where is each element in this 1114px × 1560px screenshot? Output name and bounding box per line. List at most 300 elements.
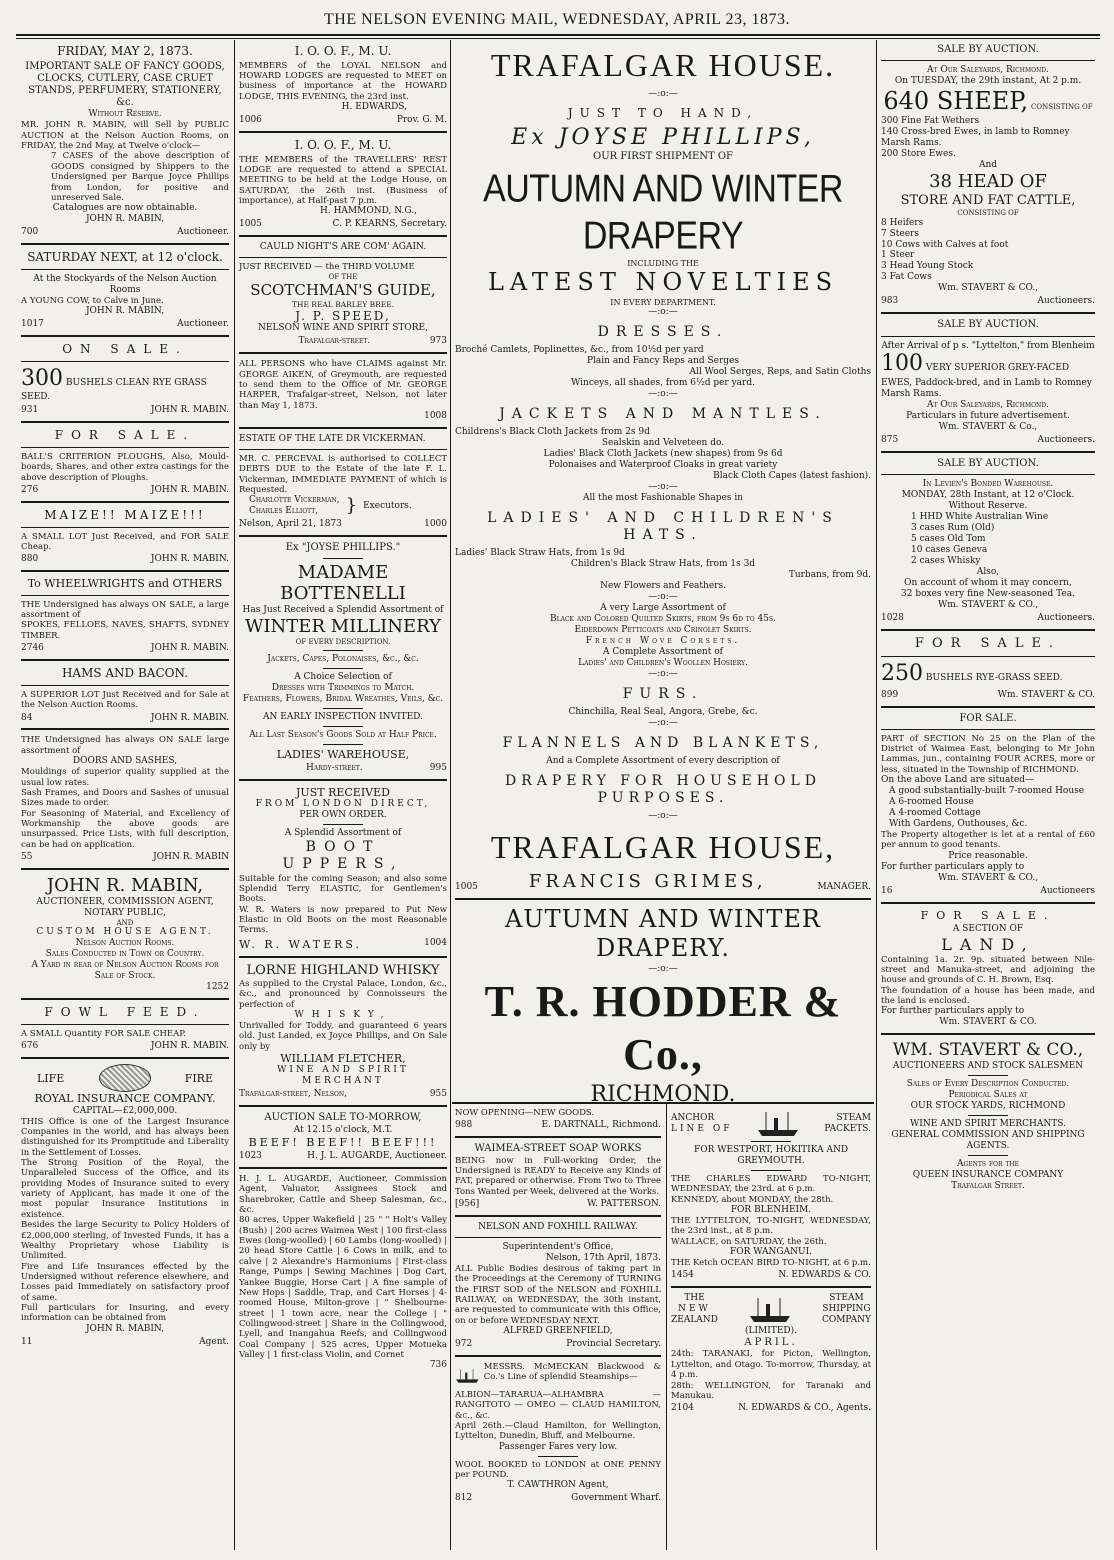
ad-item: With Gardens, Outhouses, &c.	[889, 819, 1028, 830]
ad-body: Containing 1a. 2r. 9p. situated between Nile-street and Manuka-street, and adjoining the house and grounds of C. H. Brown, Esq.	[881, 954, 1095, 986]
divider: —:o:—	[648, 717, 678, 728]
ad-item: A 6-roomed House	[889, 797, 974, 808]
ad-sub: At the Stockyards of the Nelson Auction Rooms	[33, 273, 217, 295]
ad-title: SALE BY AUCTION.	[937, 319, 1039, 331]
ad-signature: Wm. STAVERT & Co.,	[938, 422, 1038, 433]
column-2: I. O. O. F., M. U. MEMBERS of the LOYAL NELSON and HOWARD LODGES are requested to MEET on business of importance at the HOWARD LODGE, THIS EVENING, the 23rd inst. H. EDWARDS, 1006 Prov. G. M. I. O. O. F., M. U. THE MEMBERS of the TRAVELLERS' REST LODGE are requested to attend a SPECIAL MEETING to be held at the Lodge House, on SATURDAY, the 26th inst. (Business of importance), at Half-past 7 p.m. H. HAMMOND, N.G., 1005 C. P. KEARNS, Secretary. CAULD NIGHT'S ARE COM' AGAIN. JUST RECEIVED — the THIRD VOLUME OF THE SCOTCHMAN'S GUIDE, THE REAL BARLEY BREE. J. P. SPEED, NELSON WINE AND SPIRIT STORE, Trafalgar-street. 973 ALL PERSONS who have CLAIMS against Mr. GEORGE AIKEN, of Greymouth, are requested to send them to the Office of Mr. GEORGE HARPER, Trafalgar-street, Nelson, not later than May 1, 1873. 1008 ESTATE OF THE LATE DR VICKERMAN. MR. C. PERCEVAL is authorised to COLLECT DEBTS DUE to the Estate of the late F. L. Vickerman, IMMEDIATE PAYMENT of which is Requested. Charlotte Vickerman, Charles Elliott, } Executors. Nelson, April 21, 1873 1000 Ex "JOYSE PHILLIPS." MADAME BOTTENELLI Has Just Received a Splendid Assortment of WINTER MILLINERY OF EVERY DESCRIPTION. Jackets, Capes, Polonaises, &c., &c. A Choice Selection of Dresses with Trimmings to Match. Feathers, Flowers, Bridal Wreathes, Veils, &c. AN EARLY INSPECTION INVITED. All Last Season's Goods Sold at Half Price. LADIES' WAREHOUSE, Hardy-street. 995 JUST RECEIVED FROM LONDON DIRECT, PER OWN ORDER. A Splendid Assortment of BOOT UPPERS, Suitable for the coming Season; and also some Splendid Terry ELASTIC, for Gentlemen's Boots. W. R. Waters is now prepared to Put New Elastic in Old Boots on the most Reasonable Terms. W. R. WATERS. 1004 LORNE HIGHLAND WHISKY As supplied to the Crystal Palace, London, &c., &c., and pronounced by Connoisseurs the perfection of WHISKY, Unrivalled for Toddy, and guaranteed 6 years old. Just Landed, ex Joyce Phillips, and On Sale only by WILLIAM FLETCHER, WINE AND SPIRIT MERCHANT Trafalgar-street, Nelson, 955 AUCTION SALE TO-MORROW, At 12.15 o'clock, M.T. BEEF! BEEF!! BEEF!!! 1023 H. J. L. AUGARDE, Auctioneer. H. J. L. AUGARDE, Auctioneer, Commission Agent, Valuator, Assignees Stock and Sharebroker, Cattle and Sheep Salesman, &c., &c. 80 acres, Upper Wakefield | 25 " " Holt's Valley (Bush) | 200 acres Waimea West | 100 first-class Ewes (long-woolled) | 60 Lambs (long-woolled) | 20 head Store Cattle | 6 Cows in milk, and to calve | 2 Alexandre's Harmoniums | First-class Range, Pumps | Sewing Machines | Dog Cart, Yankee Buggie, Horse Cart | A fine sample of New Hops | Saddle, Trap, and Cart Horses | 4-roomed House, Milton-grove | " Shelbourne-street | 1 town acre, near the College | " Collingwood-street | Share in the Collingwood, Lyell, and Inangahua Reefs, and Collingwood Coal Company | 525 acres, Upper Motueka Valley | 1 first-class Violin, and Cornet 736	[239, 44, 447, 1371]
ad-number: 11	[21, 1336, 33, 1347]
ad-line: Jackets, Capes, Polonaises, &c., &c.	[267, 653, 419, 664]
ad-line: Polonaises and Waterproof Cloaks in great variety	[548, 460, 778, 471]
ad-body: WALLACE, on SATURDAY, the 26th.	[671, 1236, 827, 1247]
ad-signature: W. PATTERSON.	[587, 1198, 661, 1209]
ad-body: As supplied to the Crystal Palace, London, &c., &c., and pronounced by Connoisseurs the perfection of	[239, 978, 447, 1010]
ad-number: 972	[455, 1338, 473, 1349]
ad-number: 875	[881, 435, 899, 446]
ad-signature: JOHN R. MABIN,	[85, 306, 165, 317]
ad-line: All Wool Serges, Reps, and Satin Cloths	[689, 367, 871, 378]
ad-title: IMPORTANT SALE OF FANCY GOODS, CLOCKS, CUTLERY, CASE CRUET STANDS, PERFUMERY, STATIONERY, &c.	[25, 60, 225, 109]
ad-number: 16	[881, 885, 893, 896]
ad-number: [956]	[455, 1198, 480, 1209]
ad-number: 736	[429, 1360, 447, 1371]
ad-title: FOWL FEED.	[44, 1005, 206, 1020]
ad-number: 899	[881, 689, 899, 700]
ad-body: A SUPERIOR LOT Just Received and for Sale at the Nelson Auction Rooms.	[21, 689, 229, 711]
ad-number: 1004	[424, 937, 447, 948]
ad-line: At Our Saleyards, Richmond.	[927, 400, 1049, 411]
ad-body: THE MEMBERS of the TRAVELLERS' REST LODGE are requested to attend a SPECIAL MEETING to be held at the Lodge House, on SATURDAY, the 26th inst. (Business of importance), at Half-past 7 p.m.	[239, 154, 447, 207]
ad-line: A Choice Selection of	[294, 671, 392, 682]
ad-role: Prov. G. M.	[396, 115, 447, 126]
ad-role: Auctioneers.	[1037, 435, 1095, 446]
ad-line: On account of whom it may concern,	[904, 578, 1072, 589]
ad-signature: Wm. STAVERT & CO.	[997, 689, 1095, 700]
masthead: THE NELSON EVENING MAIL, WEDNESDAY, APRIL 23, 1873.	[324, 11, 790, 28]
divider: —:o:—	[648, 482, 678, 493]
ad-body: Fire and Life Insurances effected by the Undersigned without reference elsewhere, and Losses paid Immediately on satisfactory proof of same.	[21, 1261, 229, 1303]
ad-title: T. R. HODDER & Co.,	[484, 976, 842, 1080]
ad-body: Mouldings of superior quality supplied at the usual low rates.	[21, 767, 229, 788]
ad-number: 1008	[424, 411, 447, 422]
ad-body: The Strong Position of the Royal, the Unparalleled Success of the Office, and its providing Modes of Insurance suited to every variety of Applicant, has made it one of the most popular Insurance Institutions in existence.	[21, 1158, 229, 1220]
ad-line: A Complete Assortment of	[603, 646, 723, 657]
ad-line: OUR FIRST SHIPMENT OF	[593, 151, 733, 163]
ad-body: ALBION—TARARUA—ALHAMBRA — RANGITOTO — OMEO — CLAUD HAMILTON, &c., &c.	[455, 1389, 661, 1421]
ad-line: Sales Conducted in Town or Country.	[45, 949, 205, 960]
ad-line: WINE AND SPIRIT MERCHANT	[277, 1065, 409, 1087]
ad-signature: E. DARTNALL, Richmond.	[541, 1120, 661, 1131]
divider: —:o:—	[648, 668, 678, 679]
ad-signature: W. R. WATERS.	[239, 937, 363, 951]
ad-line: A Yard in rear of Nelson Auction Rooms for Sale of Stock.	[31, 960, 219, 982]
ad-sub: DOORS AND SASHES,	[72, 756, 178, 767]
ad-line: WINE AND SPIRIT MERCHANTS.	[910, 1118, 1066, 1129]
ad-item: 10 Cows with Calves at foot	[881, 239, 1009, 250]
ad-line: At 12.15 o'clock, M.T.	[293, 1124, 393, 1135]
ad-line: Feathers, Flowers, Bridal Wreathes, Veils, &c.	[242, 693, 444, 704]
ad-item: 3 cases Rum (Old)	[911, 523, 995, 534]
ad-title: JOHN R. MABIN,	[46, 875, 204, 897]
ad-body: WOOL BOOKED to LONDON at ONE PENNY per POUND.	[455, 1459, 661, 1481]
ad-signature: Wm. STAVERT & CO.,	[937, 283, 1039, 294]
ad-line: Chinchilla, Real Seal, Angora, Grebe, &c.	[568, 706, 758, 717]
ad-title: I. O. O. F., M. U.	[294, 44, 392, 58]
column-3	[452, 40, 874, 1102]
ad-number: 84	[21, 712, 33, 723]
ad-body: MR. JOHN R. MABIN, will Sell by PUBLIC AUCTION at the Nelson Auction Rooms, on FRIDAY, the 2nd May, at Twelve o'clock—	[21, 120, 229, 152]
ad-body: A SMALL LOT Just Received, and FOR SALE Cheap.	[21, 531, 229, 553]
ad-title: LATEST NOVELTIES	[487, 268, 839, 297]
ad-role: Auctioneers.	[1037, 612, 1095, 623]
ad-body: SPOKES, FELLOES, NAVES, SHAFTS, SYDNEY TIMBER.	[21, 620, 229, 641]
ad-line: THE REAL BARLEY BREE.	[291, 299, 395, 309]
ad-number: 2104	[671, 1403, 694, 1414]
ad-label: ZEALAND	[671, 1315, 718, 1326]
ad-body: THIS Office is one of the Largest Insurance Companies in the world, and has always been distinguished for its Promptitude and Liberality in the Settlement of Losses.	[21, 1116, 229, 1158]
ad-number: 880	[21, 554, 39, 565]
ad-item: 10 cases Geneva	[911, 545, 988, 556]
ad-title: FOR SALE.	[959, 712, 1017, 724]
ad-line: Ladies' Black Straw Hats, from 1s 9d	[455, 548, 625, 559]
steamship-icon	[748, 1296, 792, 1324]
ad-body: THE Undersigned has always ON SALE, a large assortment of	[21, 599, 229, 621]
ad-line: Turbans, from 9d.	[788, 570, 871, 581]
ad-line: Passenger Fares very low.	[498, 1441, 618, 1452]
divider: —:o:—	[648, 307, 678, 318]
ad-body: PART of SECTION No 25 on the Plan of the District of Waimea East, belonging to Mr John Lammas, jun., containing FOUR ACRES, more or less, situated in the Township of RICHMOND.	[881, 733, 1095, 775]
ad-title: HAMS AND BACON.	[61, 666, 189, 681]
ad-line: FOR WANGANUI.	[729, 1247, 812, 1258]
ad-body: 80 acres, Upper Wakefield | 25 " " Holt's Valley (Bush) | 200 acres Waimea West | 100 first-class Ewes (long-woolled) | 60 Lambs (long-woolled) | 20 head Store Cattle | 6 Cows in milk, and to calve | 2 Alexandre's Harmoniums | First-class Range, Pumps | Sewing Machines | Dog Cart, Yankee Buggie, Horse Cart | A fine sample of New Hops | Saddle, Trap, and Cart Horses | 4-roomed House, Milton-grove | " Shelbourne-street | 1 town acre, near the College | " Collingwood-street | Share in the Collingwood, Lyell, and Inangahua Reefs, and Collingwood Coal Company | 525 acres, Upper Motueka Valley | 1 first-class Violin, and Cornet	[239, 1215, 447, 1361]
steamship-icon	[756, 1110, 800, 1138]
ad-body: 24th: TARANAKI, for Picton, Wellington, Lyttelton, and Otago. To-morrow, Thursday, at 4 p.m.	[671, 1349, 871, 1381]
ad-number: 1006	[239, 115, 262, 126]
ad-line: Children's Black Straw Hats, from 1s 3d	[570, 559, 756, 570]
ad-signature: T. CAWTHRON Agent,	[507, 1480, 609, 1491]
ad-title: SALE BY AUCTION.	[937, 44, 1039, 55]
column-3-lower-right	[668, 1104, 874, 1550]
ad-title: SATURDAY NEXT, at 12 o'clock.	[27, 250, 223, 265]
ad-line: INCLUDING THE	[627, 258, 699, 268]
ad-title: AUTUMN AND WINTER DRAPERY	[483, 166, 843, 258]
ad-title: LADIES' WAREHOUSE,	[276, 747, 410, 761]
ad-title: RICHMOND.	[590, 1081, 736, 1102]
ad-line: AND	[116, 918, 134, 927]
ad-signature: JOHN R. MABIN	[153, 852, 229, 863]
divider: —:o:—	[648, 89, 678, 100]
ad-line: Ladies' and Children's Woollen Hosiery.	[578, 657, 748, 668]
ad-figure: 640 SHEEP,	[883, 87, 1029, 116]
ad-line: IN EVERY DEPARTMENT.	[610, 297, 716, 307]
ad-role: Provincial Secretary.	[566, 1338, 661, 1349]
ad-title: ROYAL INSURANCE COMPANY.	[34, 1092, 216, 1106]
ad-line: 32 boxes very fine New-seasoned Tea.	[901, 589, 1075, 599]
ad-title: DRESSES.	[597, 324, 729, 341]
ad-title: FLANNELS AND BLANKETS,	[502, 734, 824, 751]
ad-title: DRAPERY FOR HOUSEHOLD PURPOSES.	[504, 772, 821, 807]
ad-signature: C. P. KEARNS, Secretary.	[332, 219, 447, 230]
ad-line: A Splendid Assortment of	[284, 828, 402, 839]
ad-line: Black and Colored Quilted Skirts, from 9s 6d to 45s.	[550, 614, 776, 625]
ad-line: A very Large Assortment of	[600, 603, 726, 614]
ad-line: In Levien's Bonded Warehouse.	[922, 479, 1054, 490]
ad-title: WAIMEA-STREET SOAP WORKS	[474, 1143, 642, 1155]
ad-label: LIFE	[37, 1071, 65, 1085]
ad-line: For further particulars apply to	[881, 1006, 1025, 1017]
ad-line: OF THE	[328, 272, 358, 281]
ad-line: Hardy-street.	[306, 763, 363, 774]
ad-line: And a Complete Assortment of every description of	[546, 755, 780, 766]
ad-item: 140 Cross-bred Ewes, in lamb to Romney Marsh Rams.	[881, 127, 1070, 149]
ad-body: THE LYTTELTON, TO-NIGHT, WEDNESDAY, the 23rd inst., at 8 p.m.	[671, 1215, 871, 1237]
ad-line: Trafalgar-street.	[298, 336, 371, 347]
ad-line: (LIMITED).	[745, 1326, 797, 1337]
divider: —:o:—	[648, 963, 678, 974]
ad-title: LORNE HIGHLAND WHISKY	[246, 963, 440, 979]
ad-item: A 4-roomed Cottage	[889, 808, 981, 819]
ad-number: 1252	[206, 982, 229, 993]
ad-title: STORE AND FAT CATTLE,	[900, 193, 1076, 209]
ad-line: At Our Saleyards, Richmond.	[927, 65, 1049, 76]
ad-body: MESSRS. McMECKAN Blackwood & Co.'s Line of splendid Steamships—	[483, 1361, 661, 1383]
ad-item: 8 Heifers	[881, 217, 924, 228]
ad-number: 995	[429, 763, 447, 774]
ad-signature: H. HAMMOND, N.G.,	[320, 206, 417, 217]
ad-signature: JOHN R. MABIN.	[150, 554, 229, 565]
ad-number: 676	[21, 1041, 39, 1052]
masthead-rule	[16, 34, 1100, 36]
ad-signature: H. J. L. AUGARDE, Auctioneer.	[307, 1150, 447, 1161]
ad-body: For Seasoning of Material, and Excellency of Workmanship the above goods are unsurpassed. Price Lists, with full description, can be had on application.	[21, 808, 229, 850]
ad-signature: Wm. STAVERT & CO.	[939, 1017, 1037, 1028]
ad-number: 973	[429, 336, 447, 347]
ad-title: I. O. O. F., M. U.	[294, 138, 392, 152]
ad-label: NEW	[678, 1304, 711, 1315]
ad-item: 2 cases Whisky	[911, 556, 981, 567]
divider: —:o:—	[648, 592, 678, 603]
ad-label: LINE OF	[671, 1124, 733, 1134]
ad-line: Nelson, 17th April, 1873.	[545, 1252, 661, 1263]
ad-line: Without Reserve.	[948, 501, 1028, 512]
ad-title: MADAME BOTTENELLI	[280, 561, 406, 605]
ad-line: Black Cloth Capes (latest fashion).	[713, 471, 871, 482]
ad-title: APRIL.	[744, 1337, 798, 1349]
ad-label: ANCHOR	[671, 1113, 715, 1124]
ad-title: WM. STAVERT & CO.,	[892, 1040, 1084, 1061]
ad-signature: Charlotte Vickerman,	[249, 495, 340, 506]
ad-title: FOR SALE.	[54, 428, 196, 443]
ad-title: To WHEELWRIGHTS and OTHERS	[27, 577, 223, 591]
ad-line: GENERAL COMMISSION AND SHIPPING AGENTS.	[891, 1129, 1085, 1151]
ad-body: The foundation of a house has been made, and the land is enclosed.	[881, 985, 1095, 1006]
ad-role: Executors.	[363, 500, 412, 511]
ad-body: Besides the large Security to Policy Holders of £2,000,000 sterling, of Invested Funds, it has a Wealthy Proprietary whose Liability is Unlimited.	[21, 1220, 229, 1262]
ad-line: Agents for the	[957, 1158, 1019, 1169]
ad-title: Ex "JOYSE PHILLIPS."	[285, 542, 401, 554]
ad-label: FIRE	[184, 1071, 213, 1085]
ad-line: WHISKY,	[294, 1010, 392, 1021]
ad-date: FRIDAY, MAY 2, 1873.	[57, 44, 193, 58]
ad-label: SHIPPING	[822, 1304, 871, 1315]
ad-signature: JOHN R. MABIN.	[150, 712, 229, 723]
ad-line: On TUESDAY, the 29th instant, At 2 p.m.	[894, 76, 1082, 87]
ad-line: And	[978, 160, 998, 171]
ad-number: 983	[881, 296, 899, 307]
ad-figure: 38 HEAD OF	[929, 171, 1047, 193]
ad-body: MR. C. PERCEVAL is authorised to COLLECT DEBTS DUE to the Estate of the late F. L. Vickerman, IMMEDIATE PAYMENT of which is Requested.	[239, 453, 447, 496]
ad-line: PER OWN ORDER.	[299, 810, 387, 821]
ad-item: A good substantially-built 7-roomed House	[889, 786, 1085, 797]
ad-label: STEAM	[829, 1293, 864, 1304]
ad-signature: ALFRED GREENFIELD,	[503, 1325, 613, 1336]
ad-line: Eiderdown Petticoats and Crinolet Skirts.	[574, 625, 752, 636]
ad-number: 1023	[239, 1150, 262, 1161]
ad-line: NELSON WINE AND SPIRIT STORE,	[258, 323, 428, 334]
ad-body: Suitable for the coming Season; and also some Splendid Terry ELASTIC, for Gentlemen's Boots.	[239, 873, 447, 905]
ad-title: FOR SALE.	[914, 635, 1062, 651]
ad-role: Auctioneers	[1040, 885, 1095, 896]
ad-label: PACKETS.	[824, 1124, 871, 1134]
ad-title: JACKETS AND MANTLES.	[499, 406, 827, 423]
ad-signature: Wm. STAVERT & CO.,	[937, 599, 1039, 610]
ad-number: 988	[455, 1120, 473, 1131]
ad-title: WINTER MILLINERY	[244, 616, 442, 638]
ad-title: CAULD NIGHT'S ARE COM' AGAIN.	[259, 242, 427, 253]
ad-sub: CAPITAL—£2,000,000.	[72, 1105, 178, 1116]
ad-label: COMPANY	[821, 1315, 871, 1326]
ad-title: ON SALE.	[62, 341, 188, 356]
ad-body: KENNEDY, about MONDAY, the 28th.	[671, 1194, 834, 1205]
ad-line: On the above Land are situated—	[881, 775, 1035, 786]
ad-line: Dresses with Trimmings to Match.	[271, 682, 415, 693]
ad-title: BEEF! BEEF!! BEEF!!!	[248, 1135, 438, 1149]
ad-number: 1000	[424, 519, 447, 530]
ad-role: Agent.	[199, 1336, 229, 1347]
ad-body: BUSHELS CLEAN RYE GRASS SEED.	[21, 377, 207, 403]
ad-title: TRAFALGAR HOUSE,	[490, 829, 836, 866]
royal-crest-icon	[99, 1064, 151, 1092]
ad-body: THE Ketch OCEAN BIRD TO-NIGHT, at 6 p.m.	[671, 1258, 871, 1269]
column-rule	[666, 1104, 667, 1550]
ad-title: LADIES' AND CHILDREN'S HATS.	[487, 510, 839, 544]
ad-line: All Last Season's Goods Sold at Half Price.	[249, 729, 437, 740]
ad-title: AUCTION SALE TO-MORROW,	[264, 1112, 422, 1124]
ad-title: FOR SALE.	[920, 908, 1056, 922]
ad-number: 700	[21, 227, 39, 238]
ad-line: French Wove Corsets.	[585, 636, 741, 646]
ad-title: TRAFALGAR HOUSE.	[490, 47, 836, 83]
ad-figure: 300	[21, 365, 63, 391]
divider: —:o:—	[648, 389, 678, 400]
ad-line: OF EVERY DESCRIPTION.	[295, 638, 391, 647]
ad-line: Also,	[976, 567, 1000, 578]
ad-note: Catalogues are now obtainable.	[52, 203, 198, 214]
ad-line: Ladies' Black Cloth Jackets (new shapes) from 9s 6d	[543, 449, 783, 460]
ad-body: VERY SUPERIOR GREY-FACED EWES, Paddock-bred, and in Lamb to Romney Marsh Rams.	[881, 363, 1092, 400]
ad-title: Ex JOYSE PHILLIPS,	[511, 124, 815, 150]
ad-body: ALL Public Bodies desirous of taking part in the Proceedings at the Ceremony of TURNING the FIRST SOD of the NELSON and FOXHILL RAILWAY, on WEDNESDAY, the 30th instant, are requested to communicate with this Office, on or before WEDNESDAY NEXT.	[455, 1263, 661, 1326]
masthead-rule-thin	[16, 38, 1100, 39]
column-1	[18, 40, 232, 1550]
ad-body: BALL'S CRITERION PLOUGHS, Also, Mould-boards, Shares, and other extra castings for the above description of Ploughs.	[21, 452, 229, 483]
divider: —:o:—	[648, 811, 678, 822]
ad-item: 1 HHD White Australian Wine	[911, 512, 1049, 523]
ad-line: CUSTOM HOUSE AGENT.	[36, 927, 214, 938]
ad-item: 300 Fine Fat Wethers	[881, 116, 980, 127]
ad-line: All the most Fashionable Shapes in	[582, 493, 744, 504]
ad-body: The Property altogether is let at a rental of £60 per annum to good tenants.	[881, 830, 1095, 851]
ad-line: Price reasonable.	[948, 850, 1028, 861]
ad-line: AUCTIONEER, COMMISSION AGENT,	[36, 896, 214, 907]
ad-body: MEMBERS of the LOYAL NELSON and HOWARD LODGES are requested to MEET on business of importance at the HOWARD LODGE, THIS EVENING, the 23rd inst.	[239, 60, 447, 102]
ad-body: W. R. Waters is now prepared to Put New Elastic in Old Boots on the most Reasonable Terms.	[239, 904, 447, 936]
ad-signature: JOHN R. MABIN.	[150, 405, 229, 416]
column-4	[878, 40, 1098, 1550]
ad-item: 3 Fat Cows	[881, 272, 932, 283]
ad-body: 7 CASES of the above description of GOODS consigned by Shippers to the Undersigned per Barque Joyce Phillips from London, for positive and unreserved Sale.	[51, 151, 229, 203]
ad-body: THE Undersigned has always ON SALE large assortment of	[21, 735, 229, 756]
ad-title: LAND,	[941, 935, 1035, 954]
ad-title: SCOTCHMAN'S GUIDE,	[250, 281, 436, 300]
ad-title: FURS.	[622, 685, 704, 702]
ad-number: 2746	[21, 643, 44, 654]
ad-item: 3 Head Young Stock	[881, 261, 974, 272]
ad-line: New Flowers and Feathers.	[600, 581, 726, 592]
ad-title: J. P. SPEED,	[295, 308, 391, 323]
ad-line: OUR STOCK YARDS, RICHMOND	[910, 1100, 1066, 1111]
ad-body: H. J. L. AUGARDE, Auctioneer, Commission Agent, Valuator, Assignees Stock and Sharebroker, Cattle and Sheep Salesman, &c., &c.	[239, 1173, 447, 1215]
ad-number: 1005	[455, 882, 478, 893]
ad-title: SALE BY AUCTION.	[937, 458, 1039, 470]
ad-item: 200 Store Ewes.	[881, 149, 956, 160]
column-rule	[876, 40, 877, 1550]
column-rule	[234, 40, 235, 1550]
ad-line: Government Wharf.	[571, 1493, 661, 1504]
ad-body: Unrivalled for Toddy, and guaranteed 6 years old. Just Landed, ex Joyce Phillips, and On Sale only by	[239, 1020, 447, 1052]
ad-number: 1028	[881, 612, 904, 623]
ad-line: Periodical Sales at	[948, 1089, 1028, 1100]
ad-item: 7 Steers	[881, 228, 919, 239]
ad-signature: Charles Elliott,	[249, 506, 319, 517]
ad-line: Childrens's Black Cloth Jackets from 2s 9d	[455, 427, 650, 438]
ad-body: 28th: WELLINGTON, for Taranaki and Manukau.	[671, 1380, 871, 1401]
ad-line: Nelson Auction Rooms.	[75, 938, 175, 949]
ad-line: Superintendent's Office,	[502, 1241, 614, 1252]
ad-signature: N. EDWARDS & CO.	[778, 1270, 871, 1281]
ad-line: CONSISTING OF	[1031, 103, 1093, 112]
ad-signature: JOHN R. MABIN.	[150, 1041, 229, 1052]
ad-figure: 100	[881, 351, 923, 377]
ad-line: Sealskin and Velveteen do.	[601, 438, 725, 449]
ad-signature: Wm. STAVERT & CO.,	[937, 872, 1039, 883]
ad-title: NELSON AND FOXHILL RAILWAY.	[478, 1221, 638, 1232]
ad-title: JUST RECEIVED	[296, 786, 390, 800]
ad-line: After Arrival of p s. "Lyttelton," from Blenheim	[881, 340, 1095, 351]
ad-number: 55	[21, 852, 33, 863]
ad-body: THE CHARLES EDWARD TO-NIGHT, WEDNESDAY, the 23rd. at 6 p.m.	[671, 1173, 871, 1195]
ad-signature: JOHN R. MABIN,	[85, 214, 165, 225]
ad-number: 931	[21, 405, 39, 416]
ad-title: WILLIAM FLETCHER,	[280, 1052, 406, 1066]
ad-number: 1454	[671, 1270, 694, 1281]
ad-role: Auctioneer.	[177, 227, 229, 238]
ad-line: Broché Camlets, Poplinettes, &c., from 10½d per yard	[455, 345, 704, 356]
ad-number: 276	[21, 485, 39, 496]
ad-signature: JOHN R. MABIN.	[150, 485, 229, 496]
ad-title: BOOT UPPERS,	[282, 839, 404, 873]
ad-role: MANAGER.	[817, 882, 871, 893]
ad-label: THE	[684, 1293, 705, 1304]
column-3-lower-left	[452, 1104, 664, 1550]
column-rule	[450, 40, 451, 1550]
ad-body: JUST RECEIVED — the THIRD VOLUME	[239, 262, 415, 273]
ad-body: ALL PERSONS who have CLAIMS against Mr. GEORGE AIKEN, of Greymouth, are requested to send them to the Office of Mr. GEORGE HARPER, Trafalgar-street, Nelson, not later than May 1, 1873.	[239, 359, 447, 411]
ad-line: Particulars in future advertisement.	[906, 411, 1070, 422]
ad-signature: JOHN R. MABIN.	[150, 643, 229, 654]
ad-number: 955	[429, 1089, 447, 1100]
ad-body: Full particulars for Insuring, and every information can be obtained from	[21, 1303, 229, 1324]
ad-signature: N. EDWARDS & CO., Agents.	[738, 1403, 871, 1414]
ad-line: For further particulars apply to	[881, 861, 1025, 872]
ad-line: Trafalgar-street, Nelson,	[239, 1089, 347, 1100]
ad-title: MAIZE!! MAIZE!!!	[44, 508, 206, 523]
ad-body: A YOUNG COW, to Calve in June.	[21, 295, 164, 306]
ad-line: Nelson, April 21, 1873	[239, 519, 342, 530]
ad-line: QUEEN INSURANCE COMPANY	[912, 1169, 1064, 1180]
ad-number: 1017	[21, 319, 44, 330]
ad-body: Sash Frames, and Doors and Sashes of unusual Sizes made to order.	[21, 787, 229, 809]
ad-label: STEAM	[836, 1113, 871, 1124]
ad-number: 812	[455, 1493, 473, 1504]
